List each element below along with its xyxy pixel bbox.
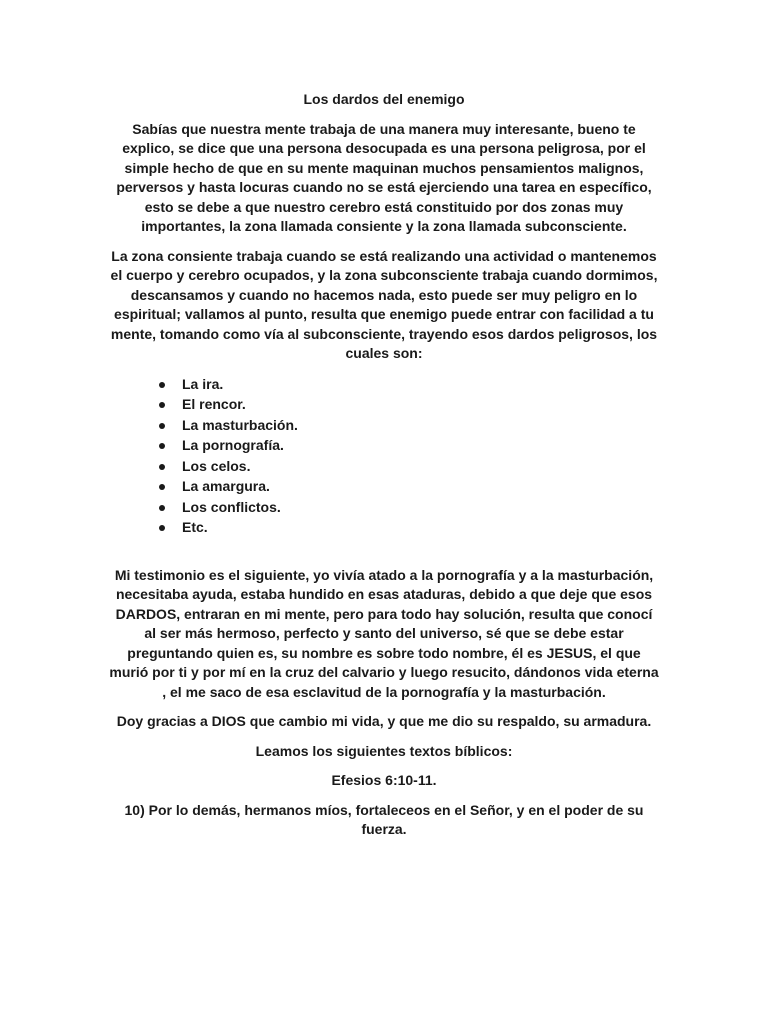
bullet-icon xyxy=(159,423,165,429)
paragraph-zones: La zona consiente trabaja cuando se está realizando una actividad o mantenemos el cuerpo y cerebro ocupados, y la zona subconsciente trabaja cuando dormimos, descansamos y cuando no hacemos nada, esto puede ser muy peligro en lo espiritual; vallamos al punto, resulta que enemigo puede entrar con facilidad a tu mente, tomando como vía al subconsciente, trayendo esos dardos peligrosos, los cuales son: xyxy=(110,247,658,361)
list-item xyxy=(108,435,660,456)
list-item-label: Etc. xyxy=(182,519,208,535)
list-item-label: La ira. xyxy=(182,375,224,392)
bullet-icon xyxy=(159,505,165,511)
paragraph-read-texts: Leamos los siguientes textos bíblicos: xyxy=(255,742,513,759)
bullet-icon xyxy=(159,402,165,408)
list-item-label: La amargura. xyxy=(182,478,270,494)
paragraph-testimony: Mi testimonio es el siguiente, yo vivía atado a la pornografía y a la masturbación, necesitaba ayuda, estaba hundido en esas ataduras, debido a que deje que esos DARDOS, entraran en mi mente, pero para todo hay solución, resulta que conocí al ser más hermoso, perfecto y santo del universo, sé que se debe estar preguntando quien es, su nombre es sobre todo nombre, él es JESUS, el que murió por ti y por mí en la cruz del calvario y luego resucito, dándonos vida eterna , el me saco de esa esclavitud de la pornografía y la masturbación. xyxy=(109,566,659,700)
list-item-label: Los conflictos. xyxy=(182,498,281,515)
list-item xyxy=(108,456,660,477)
bullet-icon xyxy=(159,484,165,490)
bullet-icon xyxy=(159,382,165,388)
list-item xyxy=(108,394,660,415)
document-title: Los dardos del enemigo xyxy=(303,91,465,107)
paragraph-mind: Sabías que nuestra mente trabaja de una manera muy interesante, bueno te explico, se dice que una persona desocupada es una persona peligrosa, por el simple hecho de que en su mente maquinan muchos pensamientos malignos, perversos y hasta locuras cuando no se está ejerciendo una tarea en específico, esto se debe a que nuestro cerebro está constituido por dos zonas muy importantes, la zona llamada consiente y la zona llamada subconsciente. xyxy=(116,120,652,234)
list-item-label: El rencor. xyxy=(182,396,246,412)
list-item-label: La masturbación. xyxy=(182,416,298,433)
document-content xyxy=(108,90,660,850)
blank-line xyxy=(108,538,660,566)
paragraph-thanks: Doy gracias a DIOS que cambio mi vida, y que me dio su respaldo, su armadura. xyxy=(116,713,652,729)
list-item xyxy=(108,415,660,436)
list-item-label: La pornografía. xyxy=(182,437,284,453)
list-item xyxy=(108,374,660,395)
bullet-icon xyxy=(159,443,165,449)
bible-reference: Efesios 6:10-11. xyxy=(331,772,437,788)
list-item-label: Los celos. xyxy=(182,457,251,474)
bible-verse-10: 10) Por lo demás, hermanos míos, fortaleceos en el Señor, y en el poder de su fuerza. xyxy=(124,801,644,837)
darts-list xyxy=(108,374,660,538)
bullet-icon xyxy=(159,464,165,470)
list-item xyxy=(108,517,660,538)
bullet-icon xyxy=(159,525,165,531)
list-item xyxy=(108,476,660,497)
list-item xyxy=(108,497,660,518)
